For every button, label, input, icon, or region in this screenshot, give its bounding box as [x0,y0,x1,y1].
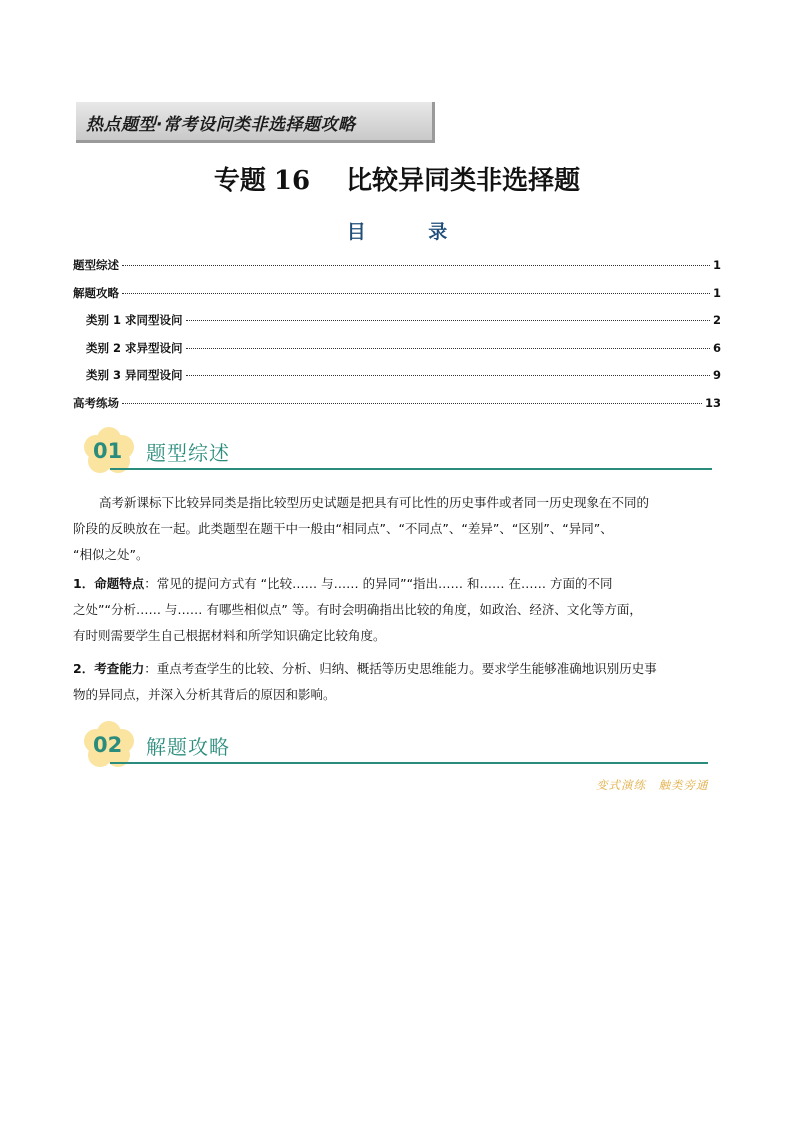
toc-heading: 目 录 [346,221,476,243]
toc-entry[interactable] [73,285,721,313]
toc-leader [186,375,710,376]
section-header-overview [80,427,720,475]
point-text: ：常见的提问方式有 “比较…… 与…… 的异同”“指出…… 和…… 在…… 方面的不同 [144,576,613,591]
toc-entry[interactable] [73,312,721,340]
title-prefix: 专题 [213,166,266,196]
toc-entry-page: 1 [712,258,721,272]
section-number: 02 [93,733,123,757]
point-text: 有时则需要学生自己根据材料和所学知识确定比较角度。 [73,628,386,643]
point-label: 2．考查能力 [73,661,145,676]
toc-entry-label: 高考练场 [73,395,119,410]
toc-entry-page: 1 [712,285,721,300]
toc-leader [186,348,710,349]
page-title [0,160,794,197]
toc-entry[interactable] [73,257,721,285]
point-question-features [73,571,723,649]
point-text: 物的异同点，并深入分析其背后的原因和影响。 [73,687,336,702]
section-divider [110,468,712,470]
intro-line: “相似之处”。 [73,547,149,562]
toc-leader [186,320,710,321]
intro-line: 高考新课标下比较异同类是指比较型历史试题是把具有可比性的历史事件或者同一历史现象在不同的 [99,495,650,510]
toc-leader [122,293,710,294]
point-label: 1．命题特点 [73,576,145,591]
toc-entry-label: 类别 3 异同型设问 [86,368,183,382]
toc-entry[interactable] [73,340,721,368]
intro-paragraph [73,490,723,568]
toc-entry-page: 6 [712,340,721,355]
title-name: 比较异同类非选择题 [346,166,581,196]
intro-line: 阶段的反映放在一起。此类题型在题干中一般由“相同点”、“不同点”、“差异”、“区别”、“异同”、 [73,521,613,536]
toc-entry-label: 解题攻略 [73,285,119,300]
toc-entry-page: 13 [704,395,721,410]
banner-text: 热点题型·常考设问类非选择题攻略 [86,115,356,135]
toc-entry-page: 2 [712,313,721,327]
section-title: 解题攻略 [146,735,230,759]
toc-entry[interactable] [73,367,721,395]
point-text: 之处”“分析…… 与…… 有哪些相似点” 等。有时会明确指出比较的角度，如政治、经济、文化等方面， [73,602,642,617]
toc-entry-label: 题型综述 [73,258,119,272]
toc-entry[interactable] [73,395,721,423]
point-text: ：重点考查学生的比较、分析、归纳、概括等历史思维能力。要求学生能够准确地识别历史事 [144,661,657,676]
table-of-contents [73,257,721,422]
series-banner [76,102,432,142]
slogan-text: 变式演练 触类旁通 [596,778,709,792]
section-divider [110,762,708,764]
title-number: 16 [273,166,311,196]
toc-leader [122,265,710,266]
section-title: 题型综述 [146,441,230,465]
section-number: 01 [93,439,123,463]
toc-entry-label: 类别 2 求异型设问 [86,340,183,355]
point-assessed-abilities [73,656,723,708]
toc-entry-label: 类别 1 求同型设问 [86,313,183,327]
toc-entry-page: 9 [712,368,721,382]
section-header-strategy [80,721,720,769]
toc-leader [122,403,702,404]
